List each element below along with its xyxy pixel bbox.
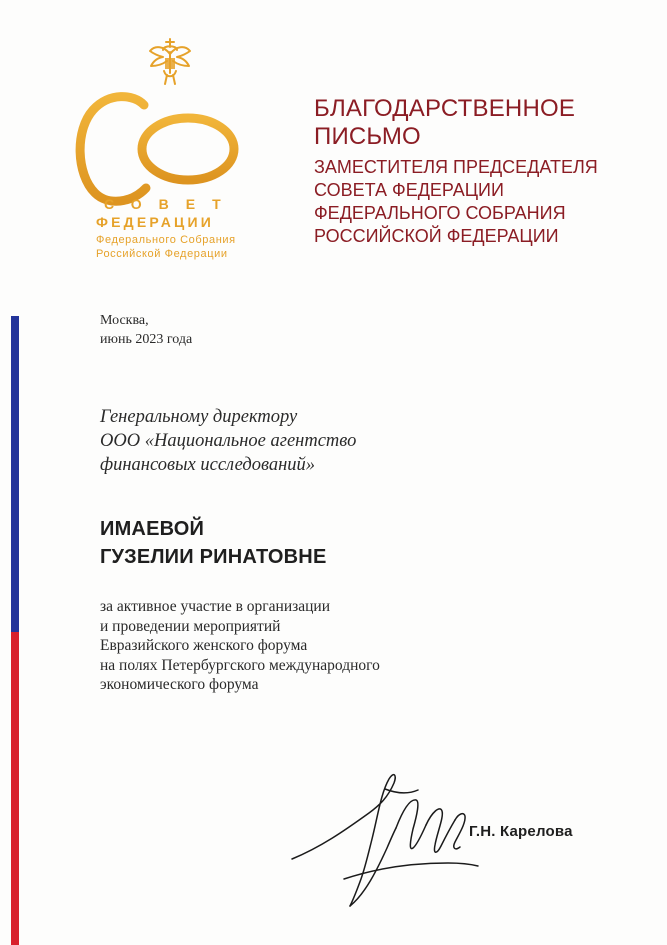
recipient-position-line: Генеральному директору — [100, 407, 298, 427]
recipient-name-line: ИМАЕВОЙ — [100, 518, 205, 540]
document-title — [314, 95, 644, 151]
recipient-position-line: финансовых исследований» — [100, 455, 316, 475]
recipient-position — [100, 405, 356, 477]
double-headed-eagle-emblem-icon — [146, 34, 194, 90]
reason-line: Евразийского женского форума — [100, 637, 308, 654]
flag-stripe-red — [11, 632, 19, 945]
gratitude-reason — [100, 597, 380, 695]
date: июнь 2023 года — [100, 332, 193, 347]
recipient-position-line: ООО «Национальное агентство — [100, 431, 357, 451]
logo-text-federatsii: ФЕДЕРАЦИИ — [96, 214, 214, 230]
sf-monogram — [74, 90, 264, 208]
title-line: БЛАГОДАРСТВЕННОЕ — [314, 95, 576, 122]
logo-text-sovet: СОВЕТ — [104, 196, 238, 212]
title-line: ПИСЬМО — [314, 123, 421, 150]
place-and-date — [100, 311, 192, 349]
signatory-name: Г.Н. Карелова — [469, 823, 573, 840]
subtitle-line: РОССИЙСКОЙ ФЕДЕРАЦИИ — [314, 226, 559, 246]
logo-text-federalnogo-sobraniya: Федерального Собрания — [96, 234, 236, 246]
recipient-name — [100, 515, 327, 571]
subtitle-line: СОВЕТА ФЕДЕРАЦИИ — [314, 180, 504, 200]
document-subtitle — [314, 156, 644, 248]
reason-line: на полях Петербургского международного — [100, 656, 380, 674]
subtitle-line: ЗАМЕСТИТЕЛЯ ПРЕДСЕДАТЕЛЯ — [314, 157, 598, 177]
logo-text-rossiyskoy-federatsii: Российской Федерации — [96, 248, 228, 260]
handwritten-signature — [286, 767, 482, 917]
reason-line: экономического форума — [100, 676, 259, 693]
reason-line: и проведении мероприятий — [100, 617, 281, 635]
recipient-name-line: ГУЗЕЛИИ РИНАТОВНЕ — [100, 546, 327, 568]
subtitle-line: ФЕДЕРАЛЬНОГО СОБРАНИЯ — [314, 203, 566, 223]
federation-council-logo — [74, 34, 264, 264]
city: Москва, — [100, 313, 149, 328]
reason-line: за активное участие в организации — [100, 598, 330, 615]
flag-stripe-blue — [11, 316, 19, 632]
